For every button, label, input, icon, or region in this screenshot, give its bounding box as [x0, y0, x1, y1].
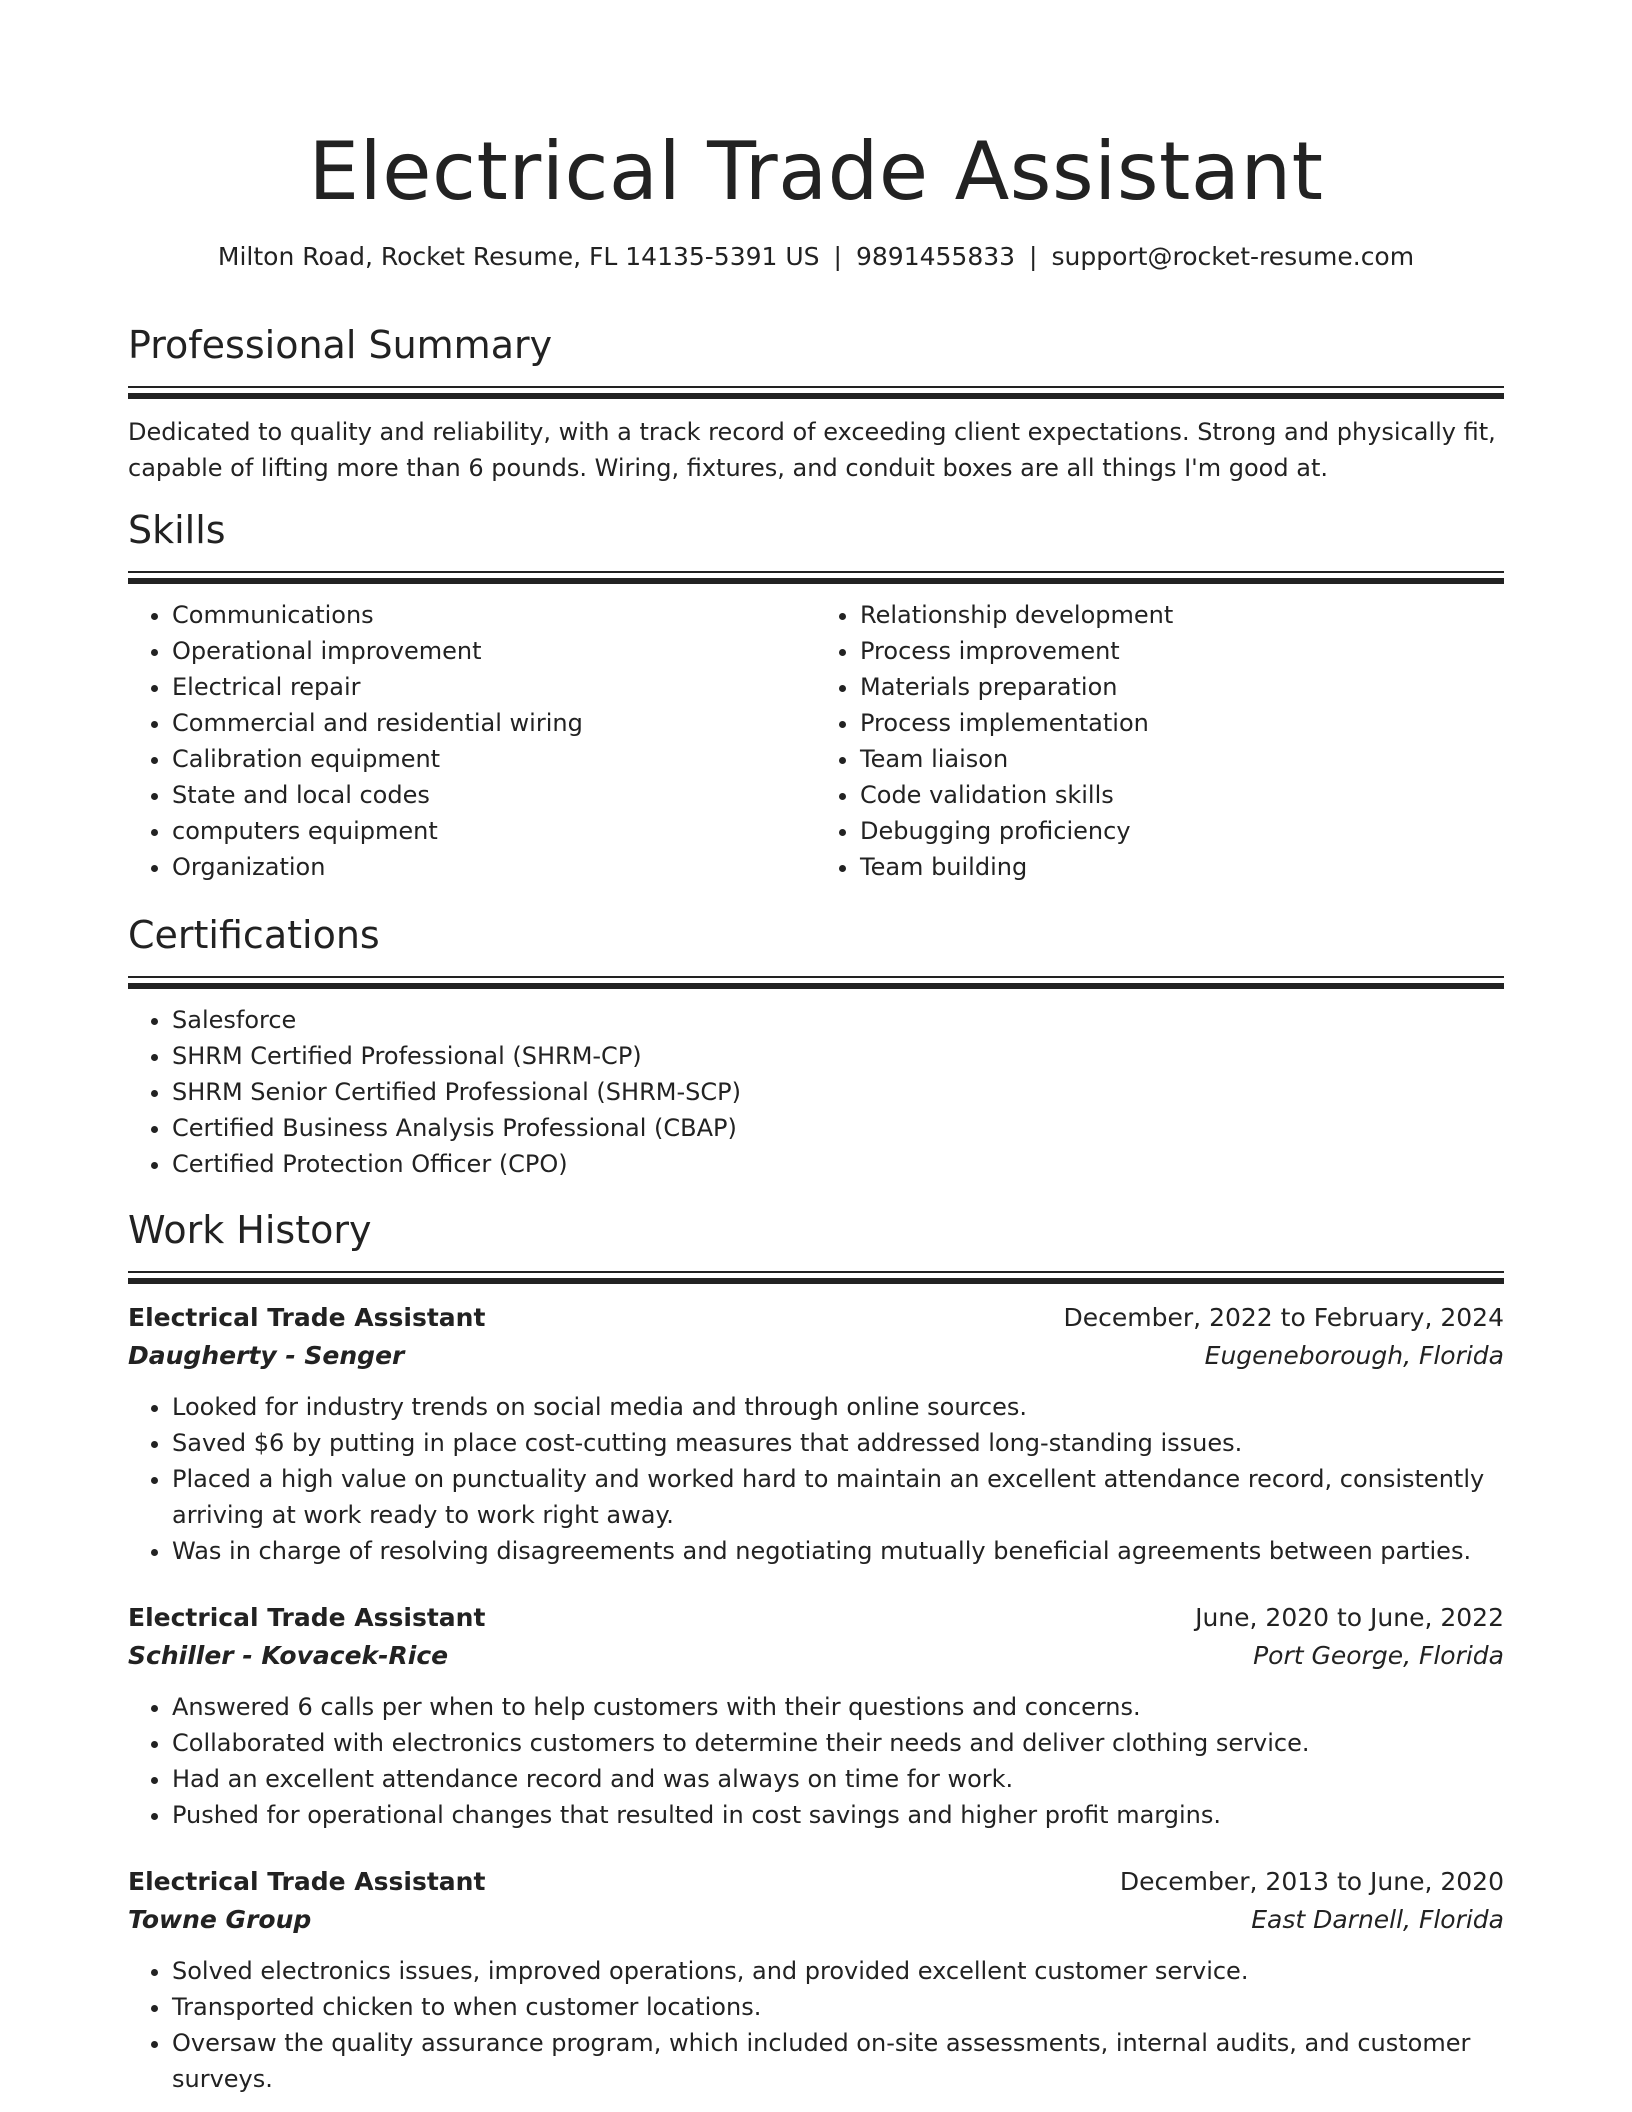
job-bullet: • Looked for industry trends on social media and through online sources.: [172, 1389, 1504, 1425]
section-title: Certifications: [128, 913, 380, 957]
contact-line: [128, 240, 1504, 274]
job-dates: December, 2022 to February, 2024: [1063, 1303, 1504, 1332]
job-bullet: • Was in charge of resolving disagreements and negotiating mutually beneficial agreements between parties.: [172, 1533, 1504, 1569]
job-bullet: • Saved $6 by putting in place cost-cutting measures that addressed long-standing issues.: [172, 1425, 1504, 1461]
resume-name: Electrical Trade Assistant: [308, 125, 1324, 218]
certifications-section: [128, 910, 1504, 1182]
certification-item: • SHRM Senior Certified Professional (SHRM-SCP): [172, 1074, 1504, 1110]
certification-item: • Certified Protection Officer (CPO): [172, 1146, 1504, 1182]
job-company-row: [128, 1337, 1504, 1375]
section-divider: [128, 976, 1504, 986]
certification-item: • Certified Business Analysis Professional (CBAP): [172, 1110, 1504, 1146]
certifications-list: [128, 1002, 1504, 1182]
skill-item: • Debugging proficiency: [860, 813, 1504, 849]
contact-separator: |: [1029, 242, 1038, 271]
job-company: Daugherty - Senger: [128, 1341, 405, 1370]
job-dates: June, 2020 to June, 2022: [1195, 1603, 1504, 1632]
job-dates: December, 2013 to June, 2020: [1119, 1867, 1504, 1896]
skill-item: • Team building: [860, 849, 1504, 885]
job-company-row: [128, 1901, 1504, 1939]
job-bullet: • Answered 6 calls per when to help customers with their questions and concerns.: [172, 1689, 1504, 1725]
job-bullet: • Placed a high value on punctuality and worked hard to maintain an excellent attendance record, consistently arriving at work ready to work right away.: [172, 1461, 1504, 1533]
job-company-row: [128, 1637, 1504, 1675]
job-entry: [128, 1863, 1504, 2097]
job-bullets: [128, 1689, 1504, 1833]
professional-summary-section: [128, 320, 1504, 486]
job-entry: [128, 1299, 1504, 1569]
skill-item: • State and local codes: [172, 777, 816, 813]
certification-item: • Salesforce: [172, 1002, 1504, 1038]
job-title-row: [128, 1299, 1504, 1337]
resume-page: [128, 0, 1504, 2093]
job-title-row: [128, 1599, 1504, 1637]
skills-columns: [128, 597, 1504, 885]
skill-item: • Process implementation: [860, 705, 1504, 741]
certification-item: • SHRM Certified Professional (SHRM-CP): [172, 1038, 1504, 1074]
skills-list-left: [128, 597, 816, 885]
job-bullets: [128, 1953, 1504, 2097]
skill-item: • Electrical repair: [172, 669, 816, 705]
job-bullet: • Oversaw the quality assurance program, which included on-site assessments, internal audits, and customer surveys.: [172, 2025, 1504, 2097]
skill-item: • Operational improvement: [172, 633, 816, 669]
job-entry: [128, 1599, 1504, 1833]
section-title: Professional Summary: [128, 323, 553, 367]
summary-text: Dedicated to quality and reliability, with a track record of exceeding client expectations. Strong and physically fit, capable of lifting more than 6 pounds. Wiring, fixtures, and conduit boxes are all things I'm good at.: [128, 418, 1496, 482]
job-location: East Darnell, Florida: [1251, 1905, 1504, 1934]
job-title: Electrical Trade Assistant: [128, 1867, 486, 1896]
job-title: Electrical Trade Assistant: [128, 1303, 486, 1332]
job-bullet: • Collaborated with electronics customers to determine their needs and deliver clothing service.: [172, 1725, 1504, 1761]
contact-address: Milton Road, Rocket Resume, FL 14135-5391 US: [217, 242, 820, 271]
job-bullets: [128, 1389, 1504, 1569]
skills-list-right: [816, 597, 1504, 885]
section-title: Skills: [128, 508, 226, 552]
skill-item: • Commercial and residential wiring: [172, 705, 816, 741]
skill-item: • computers equipment: [172, 813, 816, 849]
job-company: Schiller - Kovacek-Rice: [128, 1641, 449, 1670]
work-history-section: [128, 1205, 1504, 2097]
job-company: Towne Group: [128, 1905, 312, 1934]
section-divider: [128, 571, 1504, 581]
section-divider: [128, 1271, 1504, 1281]
section-divider: [128, 386, 1504, 396]
job-title: Electrical Trade Assistant: [128, 1603, 486, 1632]
skill-item: • Code validation skills: [860, 777, 1504, 813]
skill-item: • Organization: [172, 849, 816, 885]
contact-phone: 9891455833: [855, 242, 1016, 271]
skill-item: • Team liaison: [860, 741, 1504, 777]
skills-section: [128, 505, 1504, 885]
job-location: Port George, Florida: [1253, 1641, 1504, 1670]
job-bullet: • Had an excellent attendance record and was always on time for work.: [172, 1761, 1504, 1797]
skill-item: • Communications: [172, 597, 816, 633]
job-bullet: • Transported chicken to when customer locations.: [172, 1989, 1504, 2025]
contact-separator: |: [833, 242, 842, 271]
job-location: Eugeneborough, Florida: [1204, 1341, 1504, 1370]
skill-item: • Relationship development: [860, 597, 1504, 633]
job-bullet: • Solved electronics issues, improved operations, and provided excellent customer service.: [172, 1953, 1504, 1989]
skill-item: • Calibration equipment: [172, 741, 816, 777]
skill-item: • Materials preparation: [860, 669, 1504, 705]
job-bullet: • Pushed for operational changes that resulted in cost savings and higher profit margins.: [172, 1797, 1504, 1833]
contact-email: support@rocket-resume.com: [1051, 242, 1415, 271]
job-title-row: [128, 1863, 1504, 1901]
skill-item: • Process improvement: [860, 633, 1504, 669]
section-title: Work History: [128, 1208, 372, 1252]
